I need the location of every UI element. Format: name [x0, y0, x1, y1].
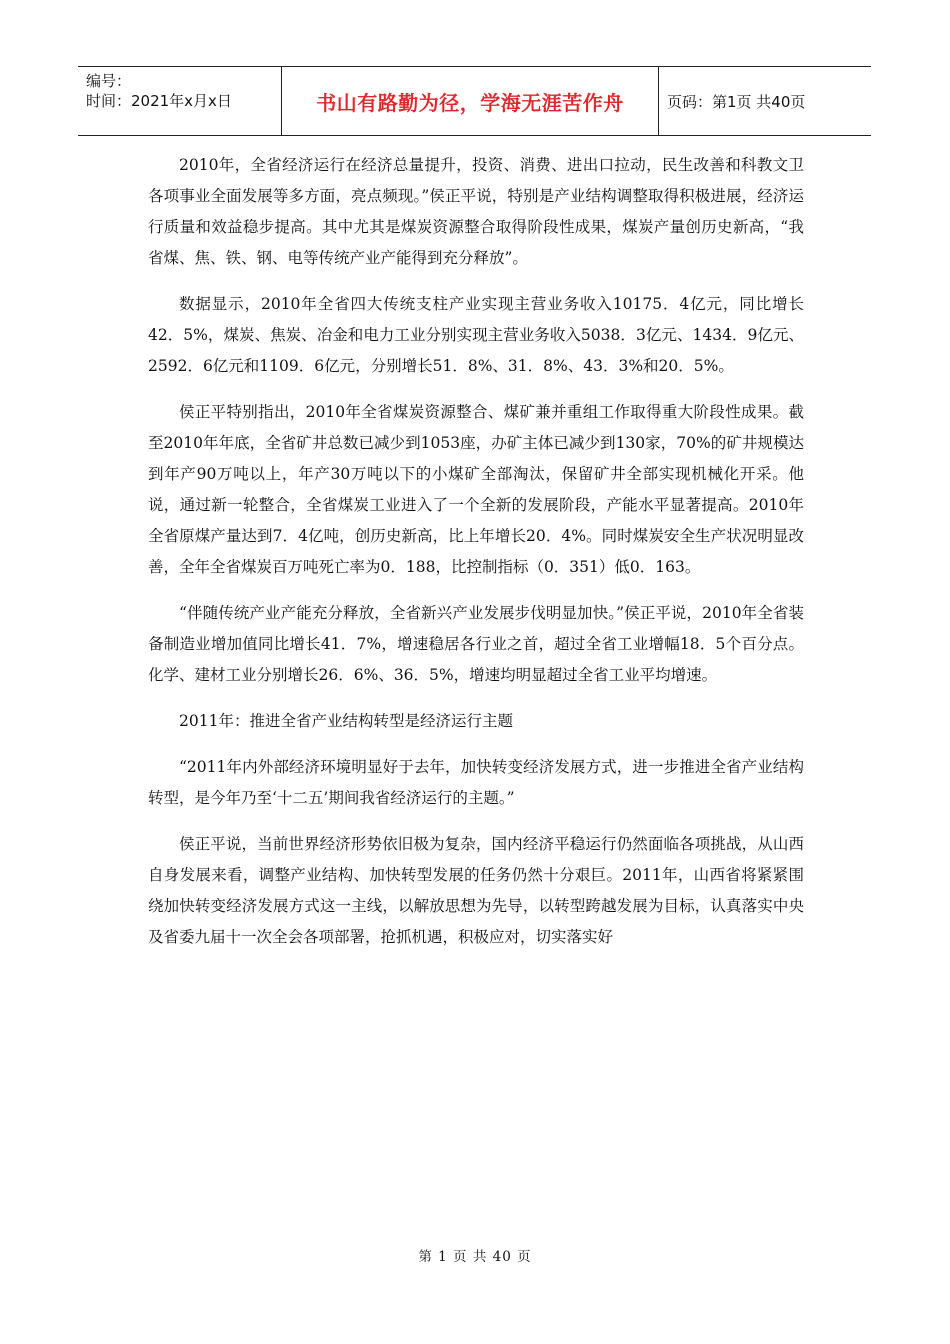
- document-body: [148, 150, 804, 968]
- paragraph: “伴随传统产业产能充分释放，全省新兴产业发展步伐明显加快。”侯正平说，2010年全省装备制造业增加值同比增长41．7%，增速稳居各行业之首，超过全省工业增幅18．5个百分点。化学、建材工业分别增长26．6%、36．5%，增速均明显超过全省工业平均增速。: [148, 604, 804, 684]
- page-footer: 第 1 页 共 40 页: [418, 1249, 532, 1265]
- page-header: [78, 66, 871, 136]
- paragraph: 侯正平特别指出，2010年全省煤炭资源整合、煤矿兼并重组工作取得重大阶段性成果。截至2010年年底，全省矿井总数已减少到1053座，办矿主体已减少到130家，70%的矿井规模达到年产90万吨以上，年产30万吨以下的小煤矿全部淘汰，保留矿井全部实现机械化开采。他说，通过新一轮整合，全省煤炭工业进入了一个全新的发展阶段，产能水平显著提高。2010年全省原煤产量达到7．4亿吨，创历史新高，比上年增长20．4%。同时煤炭安全生产状况明显改善，全年全省煤炭百万吨死亡率为0．188，比控制指标（0．351）低0．163。: [148, 403, 804, 576]
- section-heading: 2011年：推进全省产业结构转型是经济运行主题: [179, 712, 513, 730]
- paragraph: 2010年，全省经济运行在经济总量提升，投资、消费、进出口拉动，民生改善和科教文卫各项事业全面发展等多方面，亮点频现。”侯正平说，特别是产业结构调整取得积极进展，经济运行质量和效益稳步提高。其中尤其是煤炭资源整合取得阶段性成果，煤炭产量创历史新高，“我省煤、焦、铁、钢、电等传统产业产能得到充分释放”。: [148, 156, 804, 267]
- paragraph: 数据显示，2010年全省四大传统支柱产业实现主营业务收入10175．4亿元，同比增长42．5%，煤炭、焦炭、冶金和电力工业分别实现主营业务收入5038．3亿元、1434．9亿元、2592．6亿元和1109．6亿元，分别增长51．8%、31．8%、43．3%和20．5%。: [148, 295, 804, 375]
- document-time-label: 时间：2021年x月x日: [86, 92, 232, 110]
- header-page-info: 页码：第1页 共40页: [667, 92, 806, 111]
- paragraph: 侯正平说，当前世界经济形势依旧极为复杂，国内经济平稳运行仍然面临各项挑战，从山西自身发展来看，调整产业结构、加快转型发展的任务仍然十分艰巨。2011年，山西省将紧紧围绕加快转变经济发展方式这一主线，以解放思想为先导，以转型跨越发展为目标，认真落实中央及省委九届十一次全会各项部署，抢抓机遇，积极应对，切实落实好: [148, 835, 804, 946]
- document-code-label: 编号：: [86, 72, 132, 90]
- paragraph: “2011年内外部经济环境明显好于去年，加快转变经济发展方式，进一步推进全省产业结构转型，是今年乃至‘十二五’期间我省经济运行的主题。”: [148, 758, 804, 807]
- header-motto: 书山有路勤为径，学海无涯苦作舟: [282, 67, 659, 135]
- header-meta: [78, 67, 282, 135]
